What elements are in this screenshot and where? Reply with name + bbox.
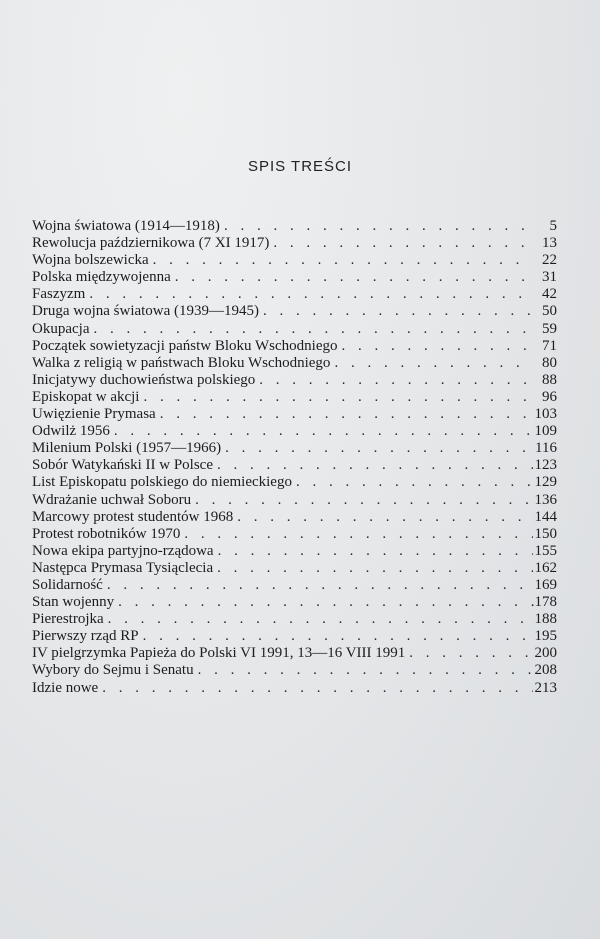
toc-entry	[32, 389, 557, 406]
toc-entry-page-number: 200	[534, 645, 557, 662]
dot-leader	[156, 406, 533, 423]
toc-entry-page-number: 162	[534, 559, 557, 576]
toc-entry-page-number: 80	[542, 354, 557, 371]
dot-leader	[104, 611, 533, 628]
dot-leader	[269, 235, 533, 252]
dot-leader	[330, 355, 533, 372]
toc-entry-title: Walka z religią w państwach Bloku Wschodniego	[32, 354, 331, 371]
dot-leader	[233, 509, 533, 526]
toc-entry-title: Wdrażanie uchwał Soboru	[32, 491, 192, 508]
toc-entry-title: Druga wojna światowa (1939—1945)	[32, 303, 260, 320]
toc-entry	[32, 252, 557, 269]
toc-entry-page-number: 22	[542, 252, 557, 269]
toc-entry	[32, 662, 557, 679]
toc-entry	[32, 355, 557, 372]
toc-entry	[32, 628, 557, 645]
toc-entry	[32, 474, 557, 491]
toc-entry	[32, 423, 557, 440]
toc-entry	[32, 594, 557, 611]
toc-entry-page-number: 59	[542, 320, 557, 337]
page-title: SPIS TREŚCI	[247, 158, 353, 175]
toc-entry-page-number: 116	[535, 440, 557, 457]
dot-leader	[103, 577, 533, 594]
toc-entry-title: Polska międzywojenna	[32, 269, 171, 286]
toc-entry	[32, 440, 557, 457]
toc-entry-page-number: .178	[530, 594, 557, 611]
dot-leader	[139, 628, 533, 645]
toc-entry-page-number: 155	[534, 542, 557, 559]
toc-entry	[32, 645, 557, 662]
toc-entry	[32, 406, 557, 423]
toc-entry	[32, 577, 557, 594]
dot-leader	[194, 662, 533, 679]
toc-entry-title: List Episkopatu polskiego do niemieckiego	[32, 474, 292, 491]
toc-entry	[32, 372, 557, 389]
toc-entry	[32, 543, 557, 560]
dot-leader	[405, 645, 533, 662]
toc-entry-title: Episkopat w akcji	[32, 388, 140, 405]
toc-entry-title: Marcowy protest studentów 1968	[32, 508, 234, 525]
toc-entry-page-number: 13	[542, 235, 557, 252]
toc-entry-page-number: 188	[534, 611, 557, 628]
dot-leader	[292, 474, 533, 491]
toc-entry-title: Pierestrojka	[32, 611, 104, 628]
toc-entry-title: Początek sowietyzacji państw Bloku Wschodniego	[32, 337, 338, 354]
toc-entry-title: Pierwszy rząd RP	[32, 628, 139, 645]
dot-leader	[139, 389, 533, 406]
toc-entry-title: Odwilż 1956	[32, 423, 110, 440]
toc-entry-page-number: 129	[534, 474, 557, 491]
toc-entry-title: Idzie nowe	[32, 679, 99, 696]
toc-entry-page-number: 136	[534, 491, 557, 508]
table-of-contents	[32, 218, 557, 697]
dot-leader	[191, 492, 533, 509]
toc-entry	[32, 492, 557, 509]
toc-entry-title: Milenium Polski (1957—1966)	[32, 440, 222, 457]
dot-leader	[114, 594, 531, 611]
toc-entry-title: Okupacja	[32, 320, 90, 337]
toc-entry	[32, 303, 557, 320]
dot-leader	[149, 252, 533, 269]
toc-entry-page-number: 5	[549, 218, 557, 234]
dot-leader	[213, 560, 533, 577]
toc-entry-title: Rewolucja październikowa (7 XI 1917)	[32, 235, 270, 252]
dot-leader	[89, 321, 533, 338]
dot-leader	[220, 218, 533, 235]
toc-entry-page-number: 195	[534, 628, 557, 645]
toc-entry-page-number: 103	[534, 406, 557, 423]
toc-entry	[32, 526, 557, 543]
toc-entry-title: Inicjatywy duchowieństwa polskiego	[32, 371, 256, 388]
toc-entry	[32, 611, 557, 628]
toc-entry	[32, 509, 557, 526]
toc-entry-title: Nowa ekipa partyjno-rządowa	[32, 542, 214, 559]
toc-entry	[32, 269, 557, 286]
toc-entry-title: Następca Prymasa Tysiąclecia	[32, 559, 214, 576]
dot-leader	[98, 680, 533, 697]
dot-leader	[338, 338, 534, 355]
toc-entry-page-number: 109	[534, 423, 557, 440]
toc-entry-page-number: 71	[542, 337, 557, 354]
toc-entry	[32, 560, 557, 577]
toc-entry-page-number: 42	[542, 286, 557, 303]
dot-leader	[221, 440, 533, 457]
toc-entry	[32, 338, 557, 355]
dot-leader	[213, 457, 533, 474]
toc-entry	[32, 680, 557, 697]
toc-entry-title: Solidarność	[32, 576, 103, 593]
toc-entry-page-number: 50	[542, 303, 557, 320]
toc-entry-title: Stan wojenny	[32, 594, 115, 611]
toc-entry	[32, 457, 557, 474]
dot-leader	[180, 526, 533, 543]
toc-entry-page-number: 123	[534, 457, 557, 474]
toc-entry-page-number: 208	[534, 662, 557, 679]
toc-entry-page-number: 150	[534, 525, 557, 542]
dot-leader	[85, 286, 533, 303]
toc-entry-page-number: 169	[534, 576, 557, 593]
dot-leader	[110, 423, 533, 440]
toc-entry-title: Faszyzm	[32, 286, 86, 303]
toc-entry	[32, 321, 557, 338]
toc-entry-title: Uwięzienie Prymasa	[32, 406, 156, 423]
toc-entry-title: Wybory do Sejmu i Senatu	[32, 662, 194, 679]
toc-entry	[32, 235, 557, 252]
toc-entry-page-number: 144	[534, 508, 557, 525]
dot-leader	[214, 543, 533, 560]
toc-entry-page-number: 96	[542, 388, 557, 405]
toc-entry-page-number: 31	[542, 269, 557, 286]
dot-leader	[255, 372, 533, 389]
toc-entry-title: Protest robotników 1970	[32, 525, 181, 542]
dot-leader	[259, 303, 533, 320]
toc-entry-title: Wojna światowa (1914—1918)	[32, 218, 220, 234]
toc-entry-page-number: 88	[542, 371, 557, 388]
toc-entry	[32, 286, 557, 303]
toc-entry-page-number: 213	[534, 679, 557, 696]
toc-entry-title: Wojna bolszewicka	[32, 252, 149, 269]
dot-leader	[171, 269, 533, 286]
toc-entry-title: IV pielgrzymka Papieża do Polski VI 1991, 13—16 VIII 1991	[32, 645, 406, 662]
toc-entry	[32, 218, 557, 235]
toc-entry-title: Sobór Watykański II w Polsce	[32, 457, 213, 474]
